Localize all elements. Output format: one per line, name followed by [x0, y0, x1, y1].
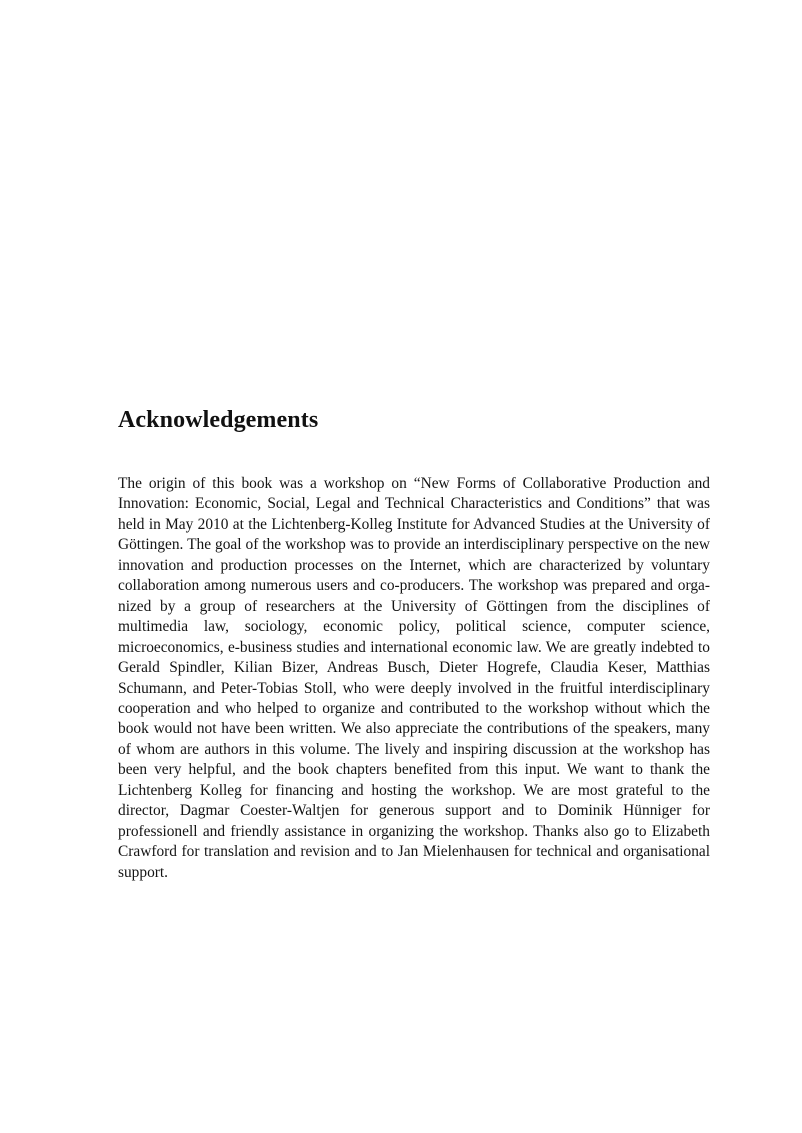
- acknowledgements-section: [118, 404, 710, 883]
- section-heading: Acknowledgements: [118, 407, 319, 433]
- acknowledgements-paragraph: The origin of this book was a workshop on “New Forms of Collaborative Production and Innovation: Economic, Social, Legal and Technical Characteristics and Conditions” that was held in May 2010 at the Lichtenberg-Kolleg Institute for Advanced Studies at the University of Göttingen. The goal of the workshop was to provide an interdisciplinary perspective on the new innovation and production processes on the Internet, which are characterized by voluntary collaboration among numerous users and co-producers. The workshop was prepared and organized by a group of researchers at the University of Göttingen from the disciplines of multimedia law, sociology, economic policy, political science, computer science, microeconomics, e-business studies and international economic law. We are greatly indebted to Gerald Spindler, Kilian Bizer, Andreas Busch, Dieter Hogrefe, Claudia Keser, Matthias Schumann, and Peter-Tobias Stoll, who were deeply involved in the fruitful interdisciplinary cooperation and who helped to organize and contributed to the workshop without which the book would not have been written. We also appreciate the contributions of the speakers, many of whom are authors in this volume. The lively and inspiring discussion at the workshop has been very helpful, and the book chapters benefited from this input. We want to thank the Lichtenberg Kolleg for financing and hosting the workshop. We are most grateful to the director, Dagmar Coester-Waltjen for generous support and to Dominik Hünniger for professionell and friendly assistance in organizing the workshop. Thanks also go to Elizabeth Crawford for translation and revision and to Jan Mielenhausen for technical and organisational support.: [118, 475, 710, 881]
